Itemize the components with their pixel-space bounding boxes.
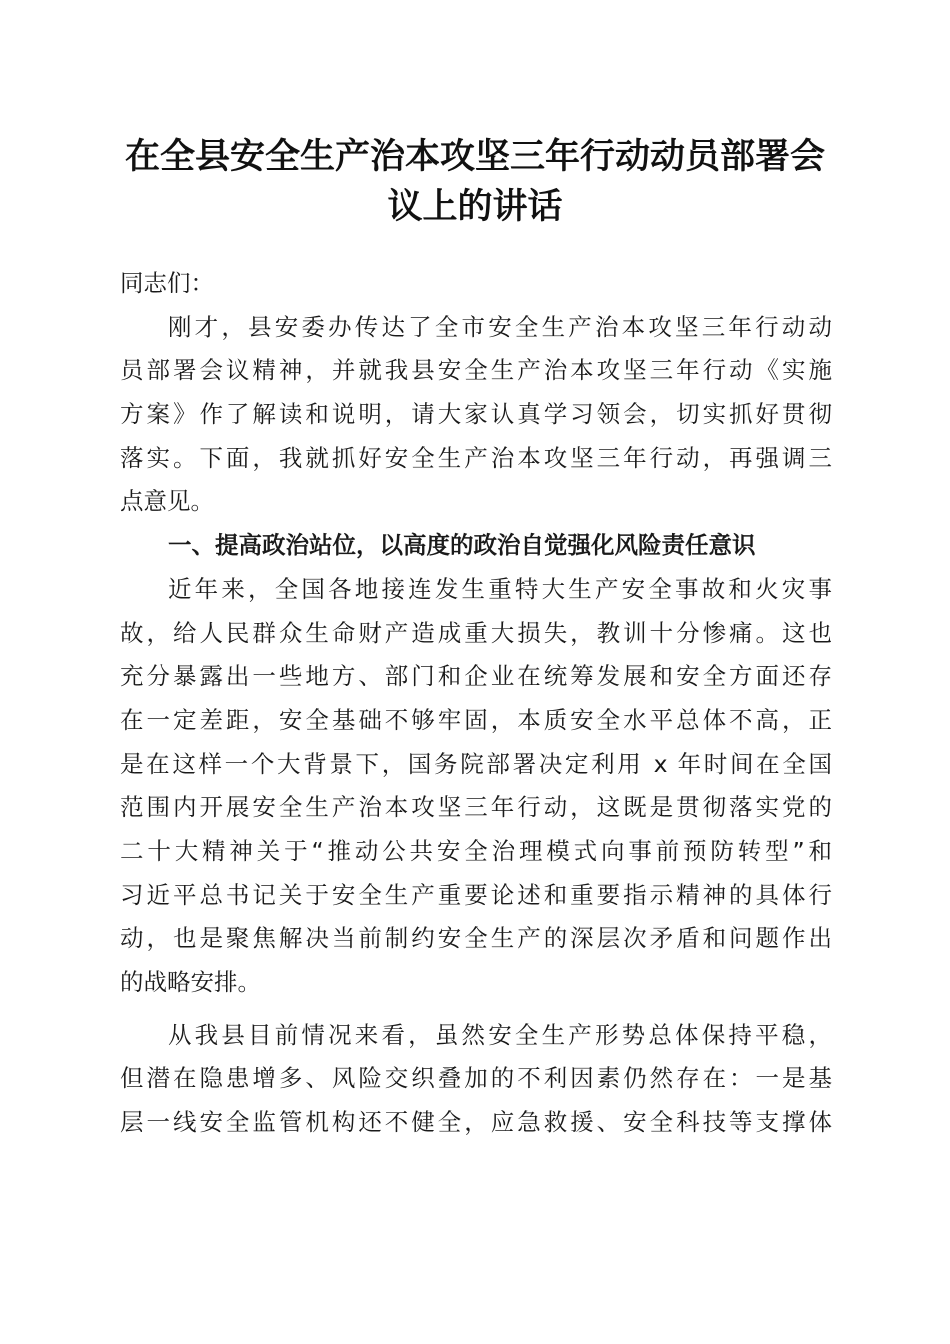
document-title	[100, 132, 850, 232]
paragraph-2-line: 是在这样一个大背景下，国务院部署决定利用 x 年时间在全国	[120, 749, 832, 778]
paragraph-1-line: 落实。下面，我就抓好安全生产治本攻坚三年行动，再强调三	[120, 443, 832, 472]
paragraph-2-line: 习近平总书记关于安全生产重要论述和重要指示精神的具体行	[120, 880, 832, 909]
paragraph-1-line: 方案》作了解读和说明，请大家认真学习领会，切实抓好贯彻	[120, 400, 832, 429]
paragraph-2-line: 故，给人民群众生命财产造成重大损失，教训十分惨痛。这也	[120, 618, 832, 647]
paragraph-3-line: 但潜在隐患增多、风险交织叠加的不利因素仍然存在：一是基	[120, 1064, 832, 1093]
paragraph-2-line: 范围内开展安全生产治本攻坚三年行动，这既是贯彻落实党的	[120, 793, 832, 822]
paragraph-1-line: 刚才，县安委办传达了全市安全生产治本攻坚三年行动动	[168, 312, 832, 341]
paragraph-2-line: 动，也是聚焦解决当前制约安全生产的深层次矛盾和问题作出	[120, 924, 832, 953]
paragraph-1-line: 员部署会议精神，并就我县安全生产治本攻坚三年行动《实施	[120, 356, 832, 385]
paragraph-3-line: 从我县目前情况来看，虽然安全生产形势总体保持平稳，	[168, 1020, 832, 1049]
section-heading-1: 一、提高政治站位，以高度的政治自觉强化风险责任意识	[168, 531, 756, 560]
paragraph-gap	[120, 1005, 832, 1014]
paragraph-2-line: 近年来，全国各地接连发生重特大生产安全事故和火灾事	[168, 574, 832, 603]
title-line-2: 议上的讲话	[387, 186, 563, 227]
paragraph-2-line: 的战略安排。	[120, 968, 261, 996]
salutation: 同志们：	[120, 269, 214, 297]
title-line-1: 在全县安全生产治本攻坚三年行动动员部署会	[124, 136, 825, 177]
paragraph-2-line: 充分暴露出一些地方、部门和企业在统筹发展和安全方面还存	[120, 662, 832, 691]
paragraph-2-line: 在一定差距，安全基础不够牢固，本质安全水平总体不高，正	[120, 705, 832, 734]
paragraph-2-line: 二十大精神关于“推动公共安全治理模式向事前预防转型”和	[120, 836, 832, 865]
paragraph-1-line: 点意见。	[120, 487, 214, 516]
paragraph-3-line: 层一线安全监管机构还不健全，应急救援、安全科技等支撑体	[120, 1108, 832, 1137]
document-body	[120, 262, 832, 1145]
